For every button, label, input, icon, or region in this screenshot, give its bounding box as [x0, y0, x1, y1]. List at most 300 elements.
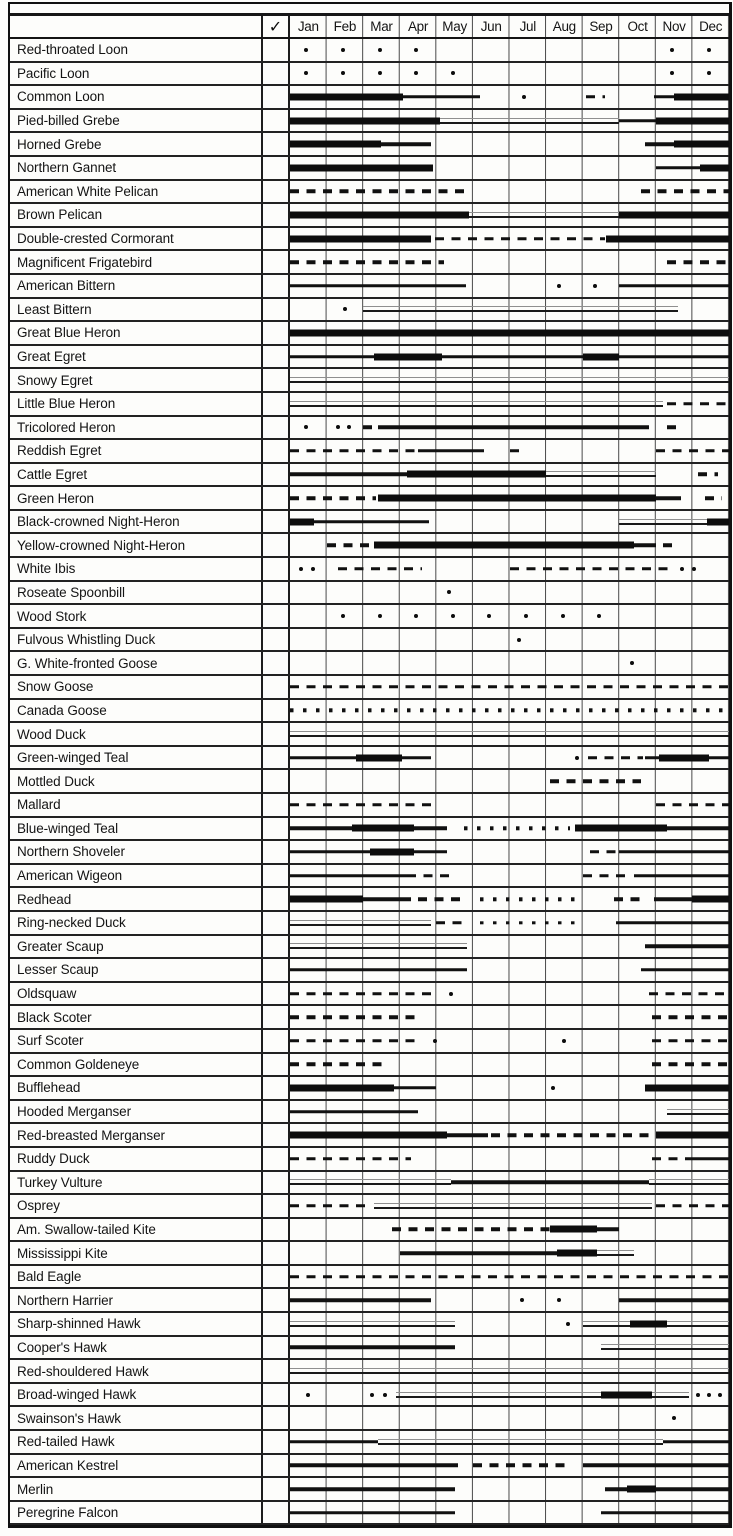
- table-row: [10, 723, 729, 747]
- months-grid: [290, 700, 729, 722]
- months-grid: [290, 629, 729, 651]
- occurrence-med-mark: [634, 874, 729, 878]
- months-grid: [290, 110, 729, 132]
- table-row: [10, 912, 729, 936]
- months-grid: [290, 157, 729, 179]
- occurrence-thin-mark: [290, 1368, 729, 1374]
- table-row: [10, 157, 729, 181]
- occurrence-med-mark: [619, 284, 729, 288]
- table-row: [10, 1195, 729, 1219]
- months-grid: [290, 582, 729, 604]
- occurrence-med-mark: [290, 850, 370, 854]
- check-cell: [263, 417, 290, 439]
- species-name: Northern Gannet: [10, 157, 263, 179]
- check-cell: [263, 63, 290, 85]
- occurrence-thick-mark: [659, 754, 708, 761]
- table-row: [10, 228, 729, 252]
- months-grid: [290, 1172, 729, 1194]
- check-cell: [263, 652, 290, 674]
- occurrence-dot-mark: [341, 48, 345, 52]
- check-cell: [263, 1455, 290, 1477]
- occurrence-thin-mark: [290, 943, 467, 949]
- check-cell: [263, 1124, 290, 1146]
- table-row: [10, 251, 729, 275]
- occurrence-dot-mark: [343, 307, 347, 311]
- checkmark-icon: ✓: [263, 16, 290, 37]
- species-name: Sharp-shinned Hawk: [10, 1313, 263, 1335]
- table-row: [10, 346, 729, 370]
- occurrence-dot-mark: [306, 1393, 310, 1397]
- species-name: Redhead: [10, 888, 263, 910]
- occurrence-thick-mark: [290, 93, 403, 100]
- occurrence-med-mark: [394, 1086, 436, 1090]
- occurrence-dot-mark: [707, 71, 711, 75]
- occurrence-dot-mark: [341, 614, 345, 618]
- occurrence-dot-mark: [304, 425, 308, 429]
- table-row: [10, 1384, 729, 1408]
- species-name: Lesser Scaup: [10, 959, 263, 981]
- occurrence-med-mark: [619, 119, 656, 123]
- occurrence-dash-mark: [656, 449, 729, 453]
- species-name: Bald Eagle: [10, 1266, 263, 1288]
- species-name: Great Egret: [10, 346, 263, 368]
- month-header: Sep: [589, 19, 613, 34]
- table-row: [10, 369, 729, 393]
- month-header: Feb: [333, 19, 357, 34]
- occurrence-thick-mark: [290, 1084, 394, 1091]
- occurrence-dash-mark: [435, 237, 605, 241]
- table-row: [10, 1360, 729, 1384]
- occurrence-dash-mark: [290, 1204, 372, 1208]
- occurrence-dot-mark: [378, 71, 382, 75]
- species-name: G. White-fronted Goose: [10, 652, 263, 674]
- species-name: Broad-winged Hawk: [10, 1384, 263, 1406]
- occurrence-dot-mark: [524, 614, 528, 618]
- occurrence-dash-mark: [698, 473, 718, 477]
- occurrence-med-mark: [619, 1299, 729, 1303]
- month-header: Jul: [519, 19, 536, 34]
- check-cell: [263, 39, 290, 61]
- occurrence-med-mark: [656, 166, 700, 170]
- species-name: Horned Grebe: [10, 133, 263, 155]
- check-cell: [263, 912, 290, 934]
- occurrence-dot-mark: [447, 590, 451, 594]
- occurrence-med-mark: [451, 1181, 649, 1185]
- occurrence-thick-mark: [557, 1250, 597, 1257]
- occurrence-dash-mark: [510, 449, 526, 453]
- occurrence-dot-mark: [487, 614, 491, 618]
- occurrence-dot-mark: [336, 425, 340, 429]
- occurrence-thick-mark: [374, 353, 442, 360]
- species-name: Common Goldeneye: [10, 1054, 263, 1076]
- months-grid: [290, 181, 729, 203]
- occurrence-med-mark: [381, 142, 430, 146]
- occurrence-dot-mark: [670, 48, 674, 52]
- check-cell: [263, 299, 290, 321]
- table-row: [10, 1124, 729, 1148]
- occurrence-thick-mark: [290, 141, 381, 148]
- occurrence-dot-mark: [692, 567, 696, 571]
- months-grid: [290, 770, 729, 792]
- species-name: Ruddy Duck: [10, 1148, 263, 1170]
- occurrence-dash-mark: [652, 1015, 729, 1019]
- occurrence-thick-mark: [407, 471, 546, 478]
- occurrence-thick-mark: [290, 117, 440, 124]
- occurrence-thin-mark: [290, 1179, 451, 1185]
- months-grid: [290, 1502, 729, 1524]
- check-cell: [263, 1360, 290, 1382]
- species-name: Wood Stork: [10, 605, 263, 627]
- check-cell: [263, 204, 290, 226]
- table-row: [10, 1337, 729, 1361]
- check-cell: [263, 228, 290, 250]
- occurrence-med-mark: [641, 968, 729, 972]
- table-row: [10, 464, 729, 488]
- occurrence-med-mark: [363, 897, 411, 901]
- months-grid: [290, 534, 729, 556]
- species-name: Bufflehead: [10, 1077, 263, 1099]
- occurrence-thin-mark: [469, 212, 619, 218]
- occurrence-dash-mark: [290, 803, 431, 807]
- occurrence-thick-mark: [290, 1132, 447, 1139]
- occurrence-thick-mark: [656, 117, 729, 124]
- check-cell: [263, 582, 290, 604]
- species-name: Ring-necked Duck: [10, 912, 263, 934]
- check-cell: [263, 346, 290, 368]
- species-name: Pacific Loon: [10, 63, 263, 85]
- table-row: [10, 1407, 729, 1431]
- occurrence-dash-mark: [338, 567, 422, 571]
- table-row: [10, 1030, 729, 1054]
- months-grid: [290, 63, 729, 85]
- occurrence-dots-mark: [290, 709, 729, 712]
- months-grid: [290, 1384, 729, 1406]
- species-name: American Wigeon: [10, 865, 263, 887]
- occurrence-dot-mark: [304, 48, 308, 52]
- occurrence-thin-mark: [290, 731, 729, 737]
- occurrence-dash-mark: [290, 496, 376, 500]
- table-row: [10, 818, 729, 842]
- species-name: Peregrine Falcon: [10, 1502, 263, 1524]
- species-name: American White Pelican: [10, 181, 263, 203]
- occurrence-dots-mark: [480, 921, 575, 924]
- table-row: [10, 629, 729, 653]
- species-name: Black-crowned Night-Heron: [10, 511, 263, 533]
- occurrence-dash-mark: [663, 544, 678, 548]
- check-cell: [263, 1054, 290, 1076]
- occurrence-thin-mark: [396, 1392, 601, 1398]
- occurrence-thick-mark: [619, 211, 729, 218]
- table-row: [10, 1313, 729, 1337]
- species-name: Mississippi Kite: [10, 1242, 263, 1264]
- table-row: [10, 417, 729, 441]
- occurrence-dash-mark: [290, 1275, 729, 1279]
- occurrence-dot-mark: [347, 425, 351, 429]
- check-cell: [263, 534, 290, 556]
- months-grid: [290, 346, 729, 368]
- occurrence-thick-mark: [290, 211, 469, 218]
- occurrence-med-mark: [583, 1464, 729, 1468]
- check-cell: [263, 464, 290, 486]
- months-grid: [290, 1455, 729, 1477]
- occurrence-thin-mark: [290, 1321, 455, 1327]
- month-header: Mar: [370, 19, 393, 34]
- species-name: Greater Scaup: [10, 936, 263, 958]
- species-name: Cooper's Hawk: [10, 1337, 263, 1359]
- occurrence-dot-mark: [378, 48, 382, 52]
- occurrence-dash-mark: [583, 874, 632, 878]
- species-name: Snow Goose: [10, 676, 263, 698]
- species-name: Red-breasted Merganser: [10, 1124, 263, 1146]
- occurrence-med-mark: [402, 756, 431, 760]
- occurrence-med-mark: [605, 1487, 627, 1491]
- species-rows: [10, 39, 729, 1525]
- months-grid: [290, 959, 729, 981]
- occurrence-thick-mark: [374, 542, 634, 549]
- occurrence-dot-mark: [433, 1039, 437, 1043]
- occurrence-thick-mark: [645, 1084, 729, 1091]
- check-cell: [263, 747, 290, 769]
- check-cell: [263, 1431, 290, 1453]
- species-name: Hooded Merganser: [10, 1101, 263, 1123]
- month-header: Nov: [662, 19, 686, 34]
- occurrence-thin-mark: [667, 1321, 729, 1327]
- table-row: [10, 299, 729, 323]
- occurrence-dash-mark: [705, 496, 721, 500]
- occurrence-thin-mark: [601, 1344, 729, 1350]
- occurrence-dots-mark: [464, 827, 570, 830]
- month-header: Dec: [699, 19, 723, 34]
- occurrence-dash-mark: [436, 921, 462, 925]
- occurrence-dash-mark: [290, 449, 416, 453]
- occurrence-med-mark: [634, 544, 656, 548]
- occurrence-med-mark: [619, 355, 729, 359]
- table-top-border: [10, 2, 729, 16]
- months-grid: [290, 1148, 729, 1170]
- months-grid: [290, 605, 729, 627]
- occurrence-dot-mark: [718, 1393, 722, 1397]
- month-header: Aug: [552, 19, 576, 34]
- months-grid: [290, 936, 729, 958]
- species-name: Fulvous Whistling Duck: [10, 629, 263, 651]
- check-cell: [263, 770, 290, 792]
- table-row: [10, 841, 729, 865]
- occurrence-dash-mark: [290, 1063, 383, 1067]
- occurrence-med-mark: [314, 520, 429, 524]
- occurrence-thick-mark: [674, 93, 729, 100]
- occurrence-dot-mark: [561, 614, 565, 618]
- month-header: Jun: [480, 19, 502, 34]
- months-grid: [290, 723, 729, 745]
- occurrence-dash-mark: [510, 567, 671, 571]
- occurrence-dot-mark: [304, 71, 308, 75]
- species-name: Northern Harrier: [10, 1289, 263, 1311]
- occurrence-dot-mark: [557, 284, 561, 288]
- occurrence-dot-mark: [414, 48, 418, 52]
- species-name: Merlin: [10, 1478, 263, 1500]
- occurrence-dash-mark: [392, 1228, 549, 1232]
- table-row: [10, 936, 729, 960]
- species-name: Am. Swallow-tailed Kite: [10, 1219, 263, 1241]
- months-grid: [290, 1030, 729, 1052]
- months-grid: [290, 652, 729, 674]
- species-name: Oldsquaw: [10, 983, 263, 1005]
- occurrence-dash-mark: [588, 756, 643, 760]
- species-name: Magnificent Frigatebird: [10, 251, 263, 273]
- table-row: [10, 1219, 729, 1243]
- species-name: Green Heron: [10, 487, 263, 509]
- table-row: [10, 676, 729, 700]
- table-row: [10, 110, 729, 134]
- months-grid: [290, 322, 729, 344]
- months-grid: [290, 841, 729, 863]
- check-cell: [263, 818, 290, 840]
- months-grid: [290, 511, 729, 533]
- occurrence-dot-mark: [670, 71, 674, 75]
- month-header: Oct: [627, 19, 648, 34]
- occurrence-med-mark: [689, 1157, 729, 1161]
- occurrence-dot-mark: [370, 1393, 374, 1397]
- occurrence-med-mark: [290, 1464, 458, 1468]
- occurrence-med-mark: [645, 945, 729, 949]
- occurrence-med-mark: [290, 355, 374, 359]
- occurrence-dot-mark: [696, 1393, 700, 1397]
- check-cell: [263, 841, 290, 863]
- occurrence-med-mark: [414, 850, 447, 854]
- occurrence-thick-mark: [674, 141, 729, 148]
- occurrence-dot-mark: [680, 567, 684, 571]
- table-row: [10, 63, 729, 87]
- month-header: Jan: [297, 19, 319, 34]
- months-grid: [290, 204, 729, 226]
- occurrence-med-mark: [400, 1251, 557, 1255]
- occurrence-med-mark: [290, 968, 467, 972]
- occurrence-med-mark: [656, 496, 682, 500]
- table-row: [10, 747, 729, 771]
- check-cell: [263, 393, 290, 415]
- occurrence-thick-mark: [700, 164, 729, 171]
- occurrence-med-mark: [654, 897, 692, 901]
- check-cell: [263, 558, 290, 580]
- occurrence-dash-mark: [290, 1157, 411, 1161]
- occurrence-dot-mark: [551, 1086, 555, 1090]
- months-grid: [290, 1242, 729, 1264]
- occurrence-med-mark: [378, 426, 649, 430]
- month-header: Apr: [407, 19, 429, 34]
- check-cell: [263, 1077, 290, 1099]
- check-cell: [263, 1384, 290, 1406]
- occurrence-dot-mark: [383, 1393, 387, 1397]
- check-cell: [263, 1289, 290, 1311]
- occurrence-thick-mark: [290, 518, 314, 525]
- species-name: White Ibis: [10, 558, 263, 580]
- table-row: [10, 700, 729, 724]
- table-row: [10, 1455, 729, 1479]
- table-row: [10, 511, 729, 535]
- check-cell: [263, 157, 290, 179]
- occurrence-thin-mark: [583, 1321, 631, 1327]
- occurrence-med-mark: [447, 1133, 487, 1137]
- occurrence-thin-mark: [619, 519, 707, 525]
- check-cell: [263, 936, 290, 958]
- occurrence-dash-mark: [652, 1063, 729, 1067]
- occurrence-med-mark: [290, 874, 407, 878]
- months-grid: [290, 794, 729, 816]
- species-name: Pied-billed Grebe: [10, 110, 263, 132]
- check-cell: [263, 1407, 290, 1429]
- table-row: [10, 39, 729, 63]
- occurrence-thick-mark: [550, 1226, 598, 1233]
- occurrence-med-mark: [709, 756, 729, 760]
- months-grid: [290, 912, 729, 934]
- table-row: [10, 582, 729, 606]
- occurrence-dot-mark: [414, 71, 418, 75]
- check-cell: [263, 1313, 290, 1335]
- species-name: Common Loon: [10, 86, 263, 108]
- species-name: Osprey: [10, 1195, 263, 1217]
- months-grid: [290, 1101, 729, 1123]
- occurrence-dots-mark: [480, 897, 575, 900]
- species-name: Canada Goose: [10, 700, 263, 722]
- occurrence-med-mark: [619, 850, 729, 854]
- occurrence-thick-mark: [606, 235, 729, 242]
- check-cell: [263, 794, 290, 816]
- occurrence-dot-mark: [517, 638, 521, 642]
- table-row: [10, 605, 729, 629]
- check-cell: [263, 133, 290, 155]
- table-row: [10, 204, 729, 228]
- occurrence-med-mark: [403, 95, 480, 99]
- occurrence-thin-mark: [649, 1179, 729, 1185]
- months-grid: [290, 417, 729, 439]
- occurrence-dot-mark: [707, 1393, 711, 1397]
- occurrence-med-mark: [601, 1511, 729, 1515]
- table-row: [10, 440, 729, 464]
- table-row: [10, 393, 729, 417]
- table-row: [10, 275, 729, 299]
- occurrence-dash-mark: [656, 1204, 729, 1208]
- occurrence-thick-mark: [575, 825, 666, 832]
- check-cell: [263, 1148, 290, 1170]
- occurrence-dot-mark: [575, 756, 579, 760]
- occurrence-dash-mark: [641, 190, 729, 194]
- occurrence-dash-mark: [363, 426, 376, 430]
- months-grid: [290, 676, 729, 698]
- occurrence-thin-mark: [290, 920, 431, 926]
- occurrence-med-mark: [290, 1346, 455, 1350]
- check-cell: [263, 1006, 290, 1028]
- occurrence-dot-mark: [311, 567, 315, 571]
- species-name: Reddish Egret: [10, 440, 263, 462]
- check-cell: [263, 369, 290, 391]
- occurrence-thin-mark: [546, 471, 656, 477]
- occurrence-dot-mark: [414, 614, 418, 618]
- occurrence-dot-mark: [597, 614, 601, 618]
- occurrence-med-mark: [290, 827, 352, 831]
- header-row: [10, 16, 729, 39]
- table-row: [10, 888, 729, 912]
- occurrence-med-mark: [290, 473, 407, 477]
- occurrence-dash-mark: [473, 1464, 568, 1468]
- month-headers: [290, 16, 729, 37]
- months-grid: [290, 1360, 729, 1382]
- table-row: [10, 1006, 729, 1030]
- occurrence-dash-mark: [290, 190, 469, 194]
- check-cell: [263, 605, 290, 627]
- table-row: [10, 181, 729, 205]
- table-row: [10, 983, 729, 1007]
- occurrence-dash-mark: [656, 803, 729, 807]
